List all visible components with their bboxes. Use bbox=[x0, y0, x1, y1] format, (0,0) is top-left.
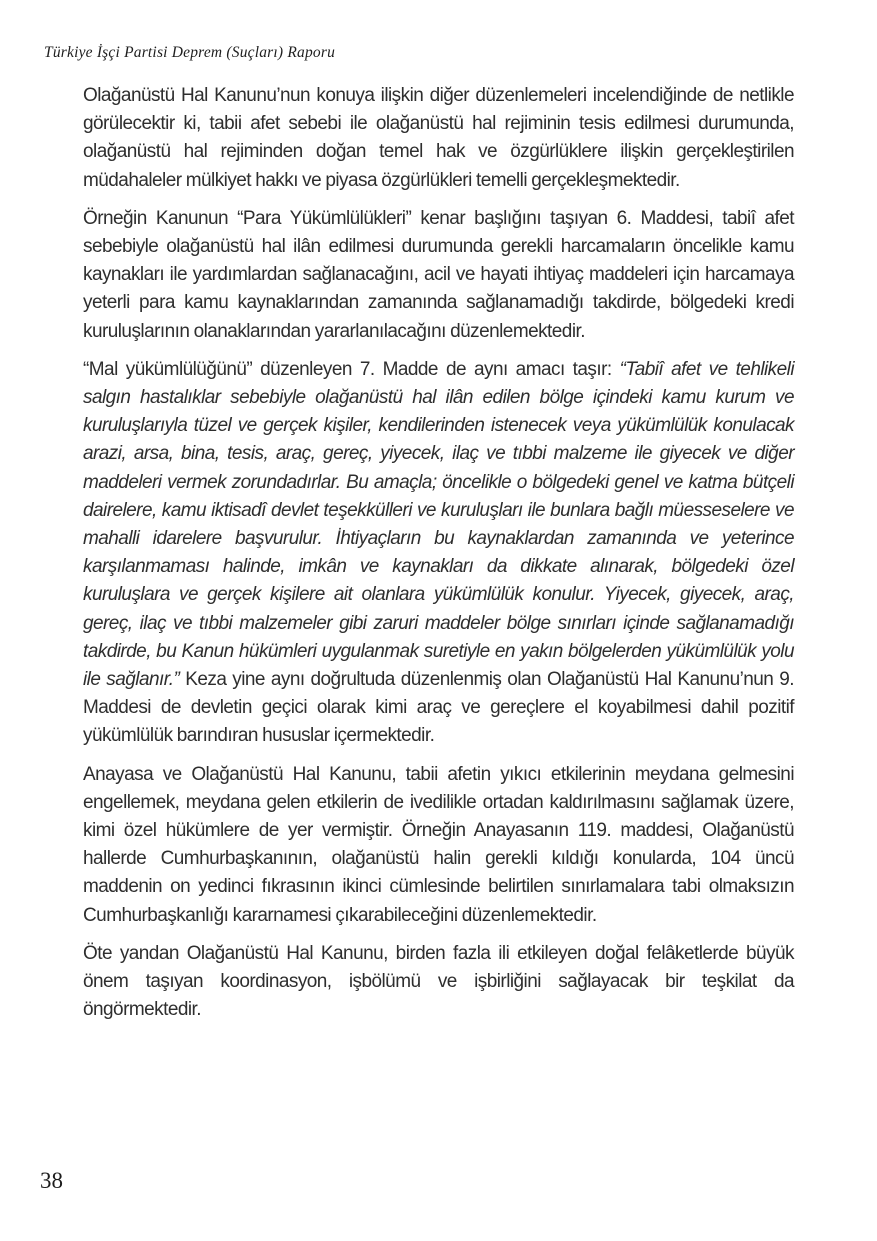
paragraph bbox=[83, 82, 794, 195]
page-number: 38 bbox=[40, 1168, 63, 1193]
quoted-law-text: “Tabiî afet ve tehlikeli salgın hastalıklar sebebiyle olağanüstü hal ilân edilen bölge içindeki kamu kurum ve kuruluşlarıyla tüzel ve gerçek kişiler, kendilerinden istenecek veya yükümlülük konulacak arazi, arsa, bina, tesis, araç, gereç, yiyecek, ilaç ve tıbbi malzeme ile giyecek ve diğer maddeleri vermek zorundadırlar. Bu amaçla; öncelikle o bölgedeki genel ve katma bütçeli dairelere, kamu iktisadî devlet teşekkülleri ve kuruluşları ile bunlara bağlı müesseselere ve mahalli idarelere başvurulur. İhtiyaçların bu kaynaklardan zamanında ve yeterince karşılanmaması halinde, imkân ve kaynakları da dikkate alınarak, bölgedeki özel kuruluşlara ve gerçek kişilere ait olanlara yükümlülük konulur. Yiyecek, giyecek, araç, gereç, ilaç ve tıbbi malzemeler gibi zaruri maddeler bölge sınırları içinde sağlanamadığı takdirde, bu Kanun hükümleri uygulanmak suretiyle en yakın bölgelerden yükümlülük yolu ile sağlanır.” bbox=[83, 358, 794, 691]
paragraph bbox=[83, 356, 794, 751]
paragraph bbox=[83, 205, 794, 346]
body-text-segment: “Mal yükümlülüğünü” düzenleyen 7. Madde de aynı amacı taşır: bbox=[83, 358, 620, 380]
paragraph bbox=[83, 761, 794, 930]
body-text-segment: Öte yandan Olağanüstü Hal Kanunu, birden fazla ili etkileyen doğal felâketlerde büyük önem taşıyan koordinasyon, işbölümü ve işbirliğini sağlayacak bir teşkilat da öngörmektedir. bbox=[83, 942, 794, 1021]
body-text-segment: Keza yine aynı doğrultuda düzenlenmiş olan Olağanüstü Hal Kanunu’nun 9. Maddesi de devletin geçici olarak kimi araç ve gereçlere el koyabilmesi dahil pozitif yükümlülük barındıran hususlar içermektedir. bbox=[83, 669, 794, 747]
document-body bbox=[83, 82, 794, 1025]
body-text-segment: Örneğin Kanunun “Para Yükümlülükleri” kenar başlığını taşıyan 6. Maddesi, tabiî afet sebebiyle olağanüstü hal ilân edilmesi durumunda gerekli harcamaların öncelikle kamu kaynakları ile yardımlardan sağlanacağını, acil ve hayati ihtiyaç maddeleri için harcamaya yeterli para kamu kaynaklarından zamanında sağlanamadığı takdirde, bölgedeki kredi kuruluşlarının olanaklarından yararlanılacağını düzenlemektedir. bbox=[83, 207, 794, 342]
paragraph bbox=[83, 940, 794, 1025]
body-text-segment: Anayasa ve Olağanüstü Hal Kanunu, tabii afetin yıkıcı etkilerinin meydana gelmesini engellemek, meydana gelen etkilerin de ivedilikle ortadan kaldırılmasını sağlamak üzere, kimi özel hükümlere de yer vermiştir. Örneğin Anayasanın 119. maddesi, Olağanüstü hallerde Cumhurbaşkanının, olağanüstü halin gerekli kıldığı konularda, 104 üncü maddenin on yedinci fıkrasının ikinci cümlesinde belirtilen sınırlamalara tabi olmaksızın Cumhurbaşkanlığı kararnamesi çıkarabileceğini düzenlemektedir. bbox=[83, 763, 794, 926]
running-header: Türkiye İşçi Partisi Deprem (Suçları) Raporu bbox=[44, 44, 336, 61]
body-text-segment: Olağanüstü Hal Kanunu’nun konuya ilişkin diğer düzenlemeleri incelendiğinde de netlikle görülecektir ki, tabii afet sebebi ile olağanüstü hal rejiminin tesis edilmesi durumunda, olağanüstü hal rejiminden doğan temel hak ve özgürlüklere ilişkin gerçekleştirilen müdahaleler mülkiyet hakkı ve piyasa özgürlükleri temelli gerçekleşmektedir. bbox=[83, 85, 794, 191]
